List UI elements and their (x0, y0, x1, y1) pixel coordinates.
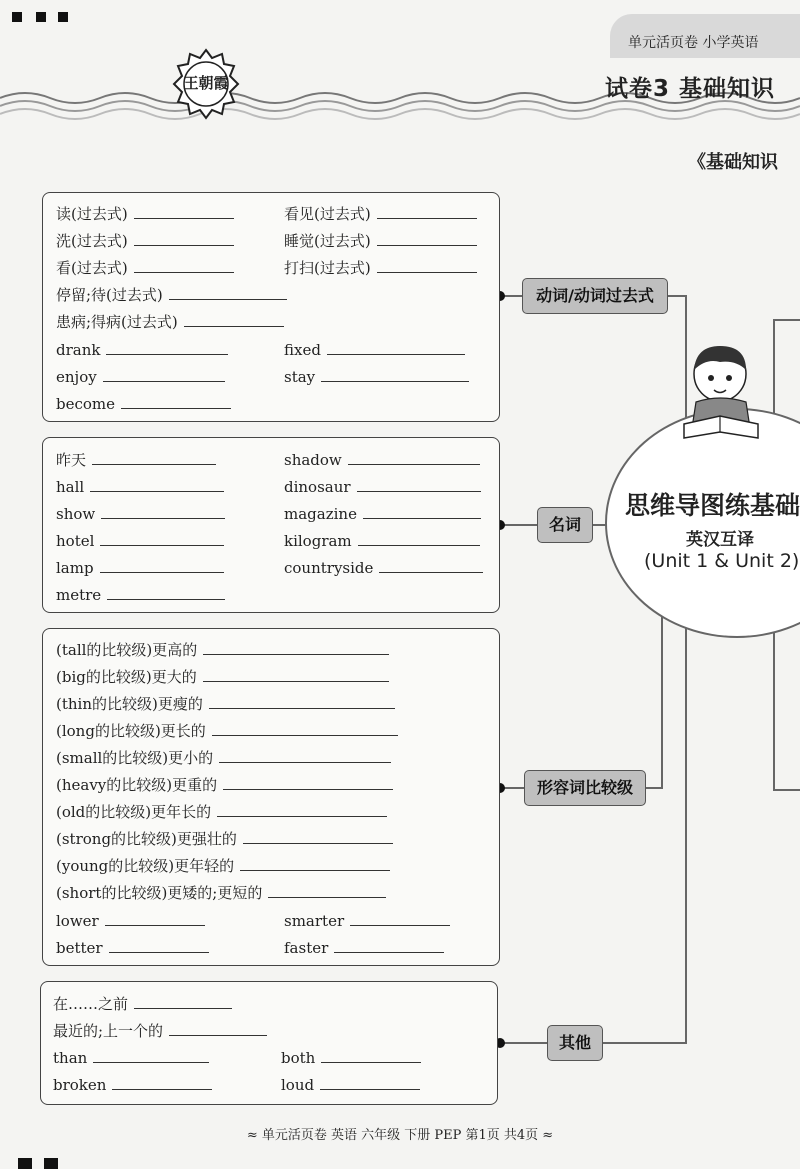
answer-blank[interactable] (112, 1075, 212, 1090)
prompt-text: lamp (56, 559, 94, 577)
answer-blank[interactable] (107, 585, 225, 600)
nouns-row (56, 585, 225, 605)
adjective-row (56, 748, 391, 768)
others-row (53, 1075, 212, 1095)
answer-blank[interactable] (100, 531, 224, 546)
verbs-row (56, 312, 284, 332)
answer-blank[interactable] (184, 312, 284, 327)
nouns-row (56, 504, 225, 524)
adjective-row (56, 938, 209, 958)
answer-blank[interactable] (92, 450, 216, 465)
verbs-row (284, 340, 465, 360)
others-row (53, 994, 232, 1014)
answer-blank[interactable] (169, 285, 287, 300)
series-label: 单元活页卷 小学英语 (628, 35, 759, 51)
prompt-text: 患病;得病(过去式) (56, 313, 178, 331)
prompt-text: (small的比较级)更小的 (56, 749, 214, 767)
prompt-text: better (56, 939, 103, 957)
center-title: 思维导图练基础 (625, 491, 800, 520)
prompt-text: magazine (284, 505, 357, 523)
answer-blank[interactable] (268, 883, 386, 898)
answer-blank[interactable] (321, 367, 469, 382)
branch-nouns: 名词 (537, 507, 593, 543)
others-row (53, 1021, 267, 1041)
answer-blank[interactable] (134, 258, 234, 273)
answer-blank[interactable] (348, 450, 480, 465)
answer-blank[interactable] (90, 477, 224, 492)
prompt-text: broken (53, 1076, 107, 1094)
prompt-text: 看见(过去式) (284, 205, 371, 223)
prompt-text: (heavy的比较级)更重的 (56, 776, 218, 794)
center-units: (Unit 1 & Unit 2) (644, 550, 800, 572)
verbs-row (56, 204, 234, 224)
prompt-text: fixed (284, 341, 321, 359)
answer-blank[interactable] (134, 231, 234, 246)
answer-blank[interactable] (217, 802, 387, 817)
prompt-text: stay (284, 368, 316, 386)
answer-blank[interactable] (243, 829, 393, 844)
prompt-text: loud (281, 1076, 315, 1094)
prompt-text: both (281, 1049, 316, 1067)
answer-blank[interactable] (105, 911, 205, 926)
adjective-row (284, 938, 444, 958)
branch-others: 其他 (547, 1025, 603, 1061)
adjective-row (56, 802, 387, 822)
nouns-row (56, 531, 224, 551)
prompt-text: (old的比较级)更年长的 (56, 803, 212, 821)
prompt-text: drank (56, 341, 101, 359)
answer-blank[interactable] (327, 340, 465, 355)
adjective-row (56, 911, 205, 931)
answer-blank[interactable] (377, 204, 477, 219)
prompt-text: (thin的比较级)更瘦的 (56, 695, 203, 713)
nouns-row (284, 450, 480, 470)
answer-blank[interactable] (358, 531, 480, 546)
nouns-row (284, 531, 480, 551)
answer-blank[interactable] (101, 504, 225, 519)
verbs-box (42, 192, 500, 422)
answer-blank[interactable] (209, 694, 395, 709)
prompt-text: 打扫(过去式) (284, 259, 371, 277)
answer-blank[interactable] (109, 938, 209, 953)
prompt-text: than (53, 1049, 88, 1067)
answer-blank[interactable] (377, 258, 477, 273)
adjective-row (56, 883, 386, 903)
answer-blank[interactable] (357, 477, 481, 492)
branch-verbs: 动词/动词过去式 (522, 278, 668, 314)
others-row (281, 1048, 421, 1068)
verbs-row (284, 258, 477, 278)
adjective-row (56, 829, 393, 849)
nouns-row (56, 450, 216, 470)
prompt-text: 最近的;上一个的 (53, 1022, 164, 1040)
prompt-text: become (56, 395, 116, 413)
prompt-text: 看(过去式) (56, 259, 128, 277)
boy-reading-icon (676, 340, 766, 444)
answer-blank[interactable] (240, 856, 390, 871)
verbs-row (56, 340, 228, 360)
nouns-row (284, 558, 483, 578)
answer-blank[interactable] (203, 640, 389, 655)
answer-blank[interactable] (320, 1075, 420, 1090)
answer-blank[interactable] (223, 775, 393, 790)
prompt-text: 洗(过去式) (56, 232, 128, 250)
verbs-row (284, 231, 477, 251)
answer-blank[interactable] (134, 204, 234, 219)
answer-blank[interactable] (334, 938, 444, 953)
prompt-text: hotel (56, 532, 95, 550)
answer-blank[interactable] (212, 721, 398, 736)
verbs-row (56, 231, 234, 251)
page-footer: ≈ 单元活页卷 英语 六年级 下册 PEP 第1页 共4页 ≈ (246, 1128, 554, 1143)
verbs-row (56, 367, 225, 387)
prompt-text: show (56, 505, 96, 523)
answer-blank[interactable] (203, 667, 389, 682)
prompt-text: metre (56, 586, 102, 604)
adjective-row (56, 640, 389, 660)
answer-blank[interactable] (106, 340, 228, 355)
nouns-row (56, 477, 224, 497)
answer-blank[interactable] (169, 1021, 267, 1036)
nouns-row (56, 558, 224, 578)
answer-blank[interactable] (321, 1048, 421, 1063)
answer-blank[interactable] (100, 558, 224, 573)
answer-blank[interactable] (377, 231, 477, 246)
prompt-text: countryside (284, 559, 374, 577)
prompt-text: 停留;待(过去式) (56, 286, 163, 304)
page-title: 试卷3 基础知识 (605, 76, 776, 102)
prompt-text: kilogram (284, 532, 352, 550)
verbs-row (284, 204, 477, 224)
adjective-row (56, 721, 398, 741)
adjective-row (284, 911, 450, 931)
answer-blank[interactable] (350, 911, 450, 926)
verbs-row (56, 258, 234, 278)
prompt-text: smarter (284, 912, 345, 930)
logo-text: 王朝霞 (183, 74, 229, 92)
adjective-row (56, 667, 389, 687)
prompt-text: (short的比较级)更矮的;更短的 (56, 884, 263, 902)
center-subtitle: 英汉互译 (686, 530, 754, 550)
prompt-text: (long的比较级)更长的 (56, 722, 206, 740)
prompt-text: 读(过去式) (56, 205, 128, 223)
others-row (281, 1075, 420, 1095)
prompt-text: (young的比较级)更年轻的 (56, 857, 235, 875)
answer-blank[interactable] (93, 1048, 209, 1063)
answer-blank[interactable] (379, 558, 483, 573)
prompt-text: shadow (284, 451, 342, 469)
answer-blank[interactable] (134, 994, 232, 1009)
nouns-row (284, 477, 481, 497)
verbs-row (56, 285, 287, 305)
answer-blank[interactable] (103, 367, 225, 382)
verbs-row (284, 367, 469, 387)
prompt-text: (tall的比较级)更高的 (56, 641, 198, 659)
adjective-row (56, 775, 393, 795)
answer-blank[interactable] (363, 504, 481, 519)
prompt-text: hall (56, 478, 85, 496)
verbs-row (56, 394, 231, 414)
answer-blank[interactable] (121, 394, 231, 409)
prompt-text: 在……之前 (53, 995, 129, 1013)
nouns-row (284, 504, 481, 524)
prompt-text: dinosaur (284, 478, 351, 496)
prompt-text: enjoy (56, 368, 97, 386)
adjective-row (56, 856, 390, 876)
prompt-text: 睡觉(过去式) (284, 232, 371, 250)
prompt-text: faster (284, 939, 329, 957)
others-row (53, 1048, 209, 1068)
prompt-text: (strong的比较级)更强壮的 (56, 830, 237, 848)
prompt-text: 昨天 (56, 451, 87, 469)
branch-adjectives: 形容词比较级 (524, 770, 646, 806)
adjective-row (56, 694, 395, 714)
section-title: 《基础知识 (688, 152, 778, 173)
prompt-text: (big的比较级)更大的 (56, 668, 197, 686)
answer-blank[interactable] (219, 748, 391, 763)
prompt-text: lower (56, 912, 99, 930)
